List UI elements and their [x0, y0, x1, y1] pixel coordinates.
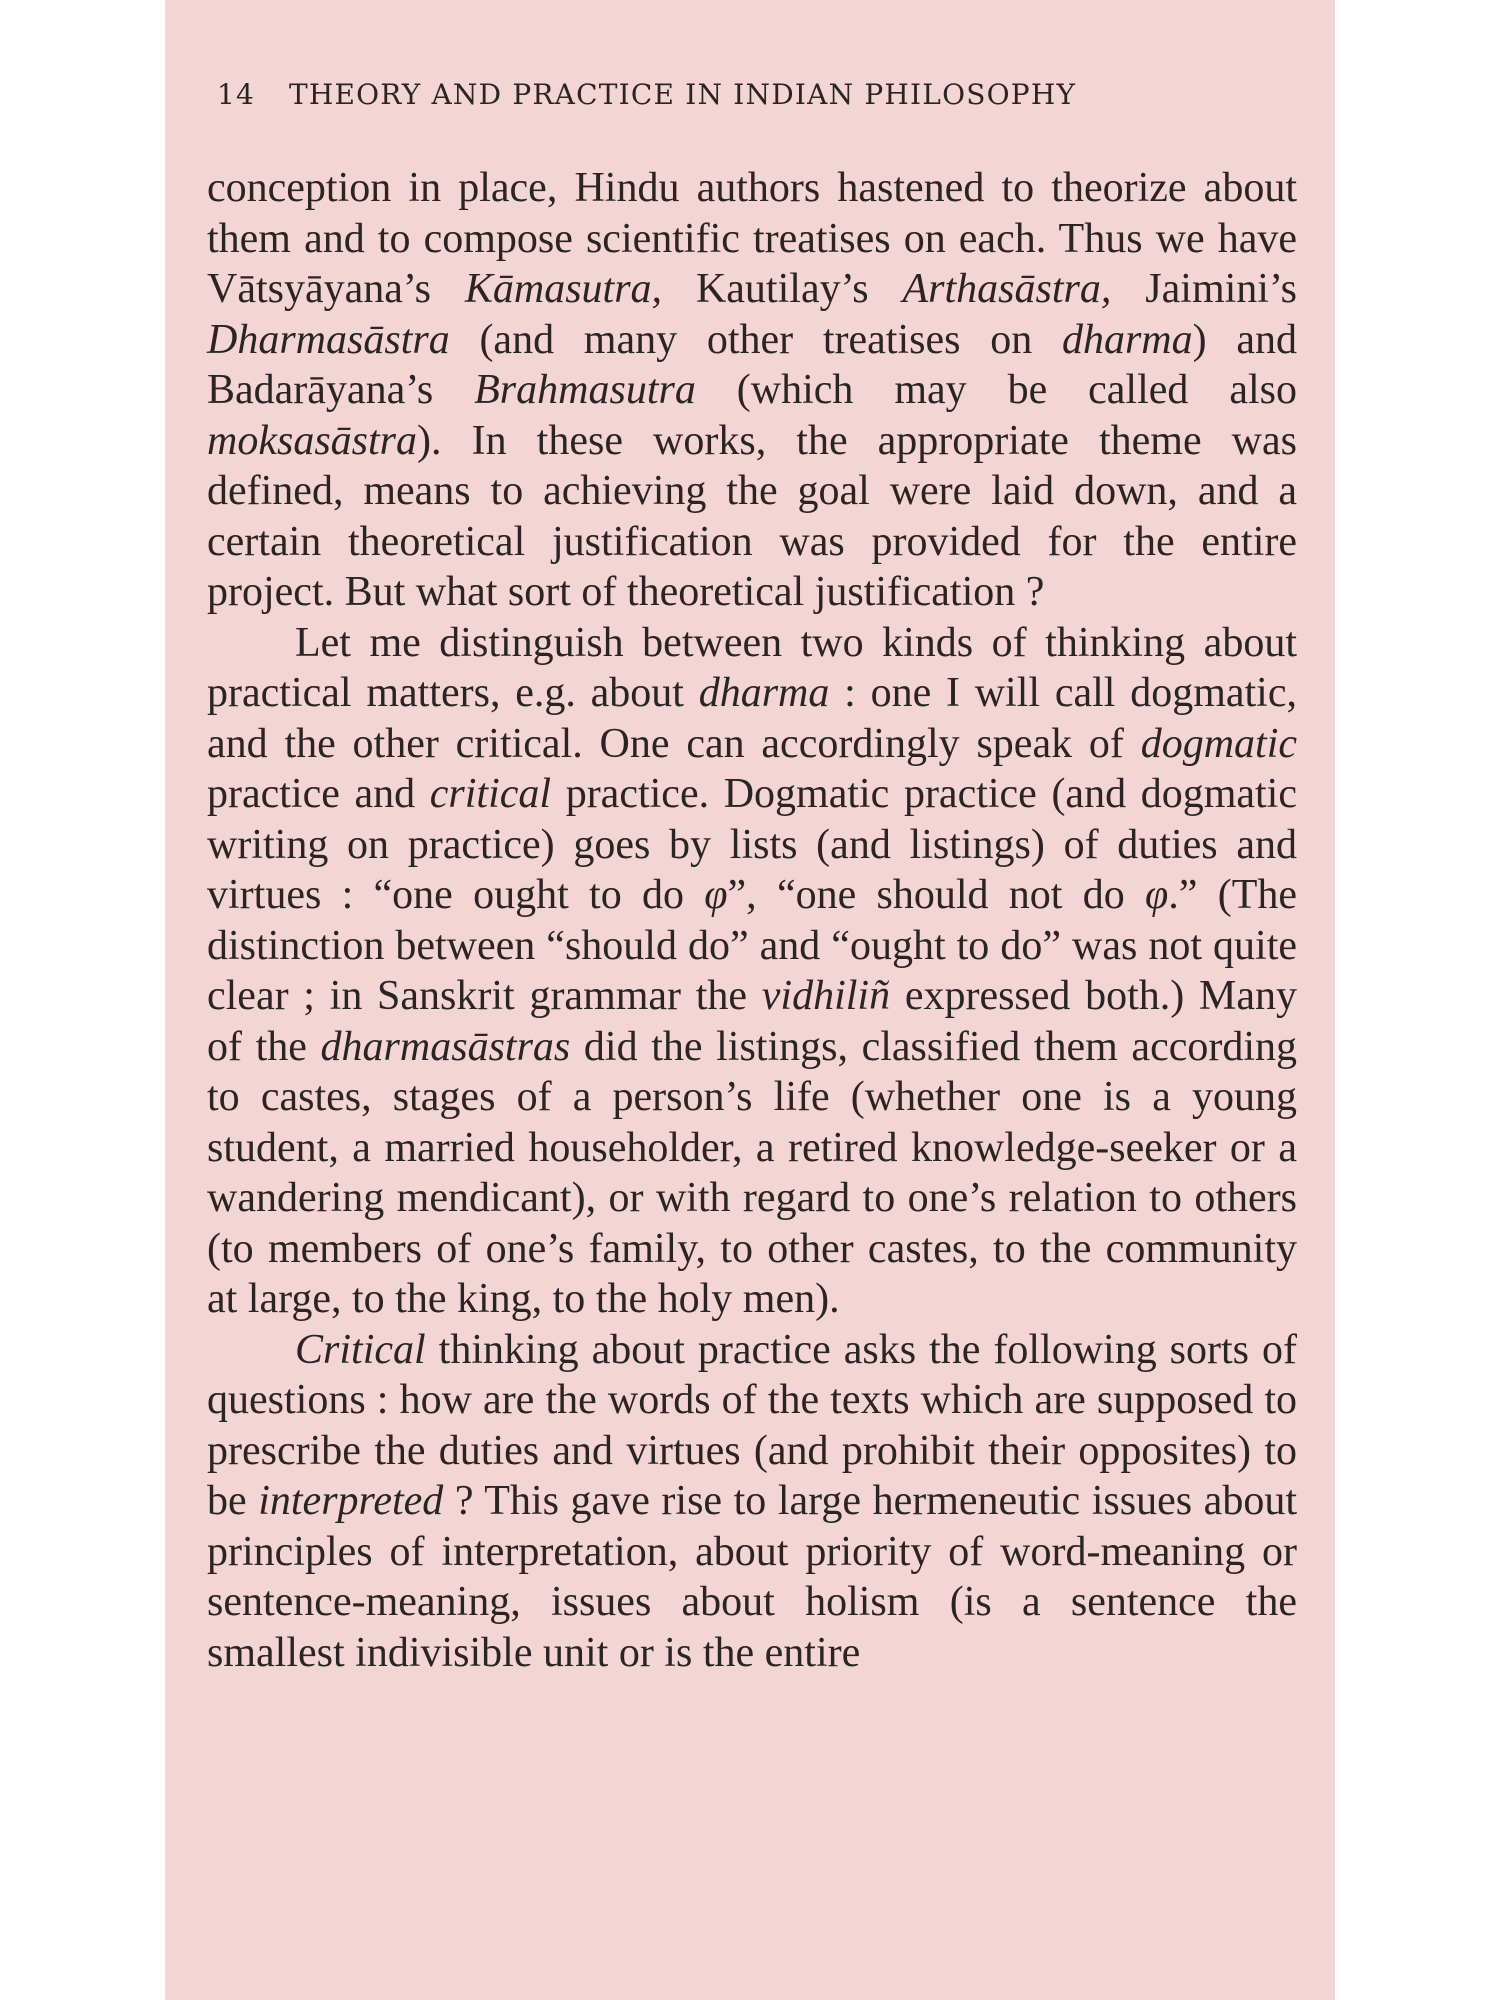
italic-term: dogmatic	[1140, 720, 1297, 767]
text-segment: Let me distinguish between two kinds of thinking about practical matters, e.g. about	[207, 619, 1297, 716]
book-title: Brahmasutra	[474, 367, 696, 413]
text-segment: ) and Badarāyana’s	[207, 316, 1297, 413]
italic-term: moksasāstra	[207, 417, 418, 464]
text-segment: conception in place, Hindu authors hastened to theorize about them and to compose scientific treatises on each. Thus we have Vātsyāyana’s	[207, 165, 1297, 312]
book-title: Kāmasutra,	[464, 266, 663, 312]
italic-term: interpreted	[258, 1478, 444, 1524]
book-title: Arthasāstra,	[902, 266, 1112, 312]
paragraph-2	[207, 618, 1297, 1325]
text-segment: ? This gave rise to large hermeneutic issues about principles of interpretation, about priority of word-meaning or sentence-meaning, issues about holism (is a sentence the smallest indivisible unit or is the entire	[207, 1478, 1297, 1676]
text-segment: practice. Dogmatic practice (and dogmatic writing on practice) goes by lists (and listings) of duties and virtues : “one ought to do	[207, 771, 1297, 918]
text-segment: expressed both.) Many of the	[207, 973, 1297, 1070]
page-number: 14	[217, 78, 256, 111]
italic-term: dharmasāstras	[320, 1023, 571, 1070]
text-segment: ). In these works, the appropriate theme was defined, means to achieving the goal were laid down, and a certain theoretical justification was provided for the entire project. But what sort of theoretical justification ?	[207, 417, 1297, 615]
paragraph-1	[207, 163, 1297, 618]
text-segment: ”, “one should not do	[727, 872, 1146, 918]
italic-symbol: φ	[704, 872, 728, 918]
body-text	[207, 163, 1297, 1678]
italic-term: critical	[429, 771, 552, 817]
text-segment: (which may be called also	[695, 367, 1297, 413]
text-segment: (and many other treatises on	[449, 316, 1062, 363]
running-head	[217, 78, 1277, 111]
text-segment: practice and	[207, 771, 430, 817]
italic-term: Critical	[295, 1326, 426, 1373]
text-segment: Jaimini’s	[1111, 266, 1297, 312]
paragraph-3	[207, 1325, 1297, 1679]
text-segment: : one I will call dogmatic, and the other critical. One can accordingly speak of	[207, 670, 1297, 767]
book-page	[165, 0, 1335, 2000]
text-segment: Kautilay’s	[662, 266, 903, 312]
book-title: Dharmasāstra	[207, 316, 450, 363]
text-segment: did the listings, classified them according to castes, stages of a person’s life (whether one is a young student, a married householder, a retired knowledge-seeker or a wandering mendicant), or with regard to one’s relation to others (to members of one’s family, to other castes, to the community at large, to the king, to the holy men).	[207, 1023, 1298, 1322]
italic-term: dharma	[1061, 316, 1193, 363]
italic-term: dharma	[698, 670, 830, 716]
text-segment: .” (The distinction between “should do” and “ought to do” was not quite clear ; in Sanskrit grammar the	[207, 872, 1298, 1019]
italic-symbol: φ	[1145, 872, 1169, 918]
italic-term: vidhiliñ	[761, 973, 891, 1019]
running-title: THEORY AND PRACTICE IN INDIAN PHILOSOPHY	[289, 78, 1077, 111]
text-segment: thinking about practice asks the following sorts of questions : how are the words of the texts which are supposed to prescribe the duties and virtues (and prohibit their opposites) to be	[207, 1326, 1297, 1524]
